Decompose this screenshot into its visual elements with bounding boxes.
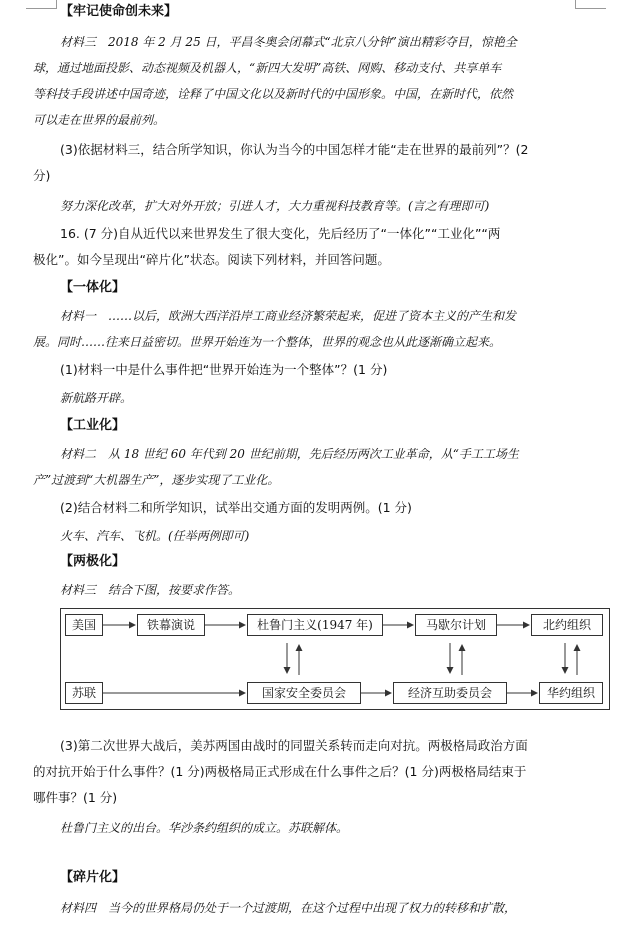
answer-text: 新航路开辟。 xyxy=(60,391,133,405)
question-text: 哪件事？(1 分) xyxy=(33,790,118,805)
page-corner-mark-left xyxy=(26,0,57,9)
material-text: 展。同时……往来日益密切。世界开始连为一个整体，世界的观念也从此逐渐确立起来。 xyxy=(33,335,502,349)
diagram-box-national-security-council: 国家安全委员会 xyxy=(247,682,361,704)
material-text: 材料三 结合下图，按要求作答。 xyxy=(60,583,241,597)
diagram-box-usa: 美国 xyxy=(65,614,103,636)
diagram-box-truman-doctrine: 杜鲁门主义(1947 年) xyxy=(247,614,383,636)
section-heading: 【两极化】 xyxy=(60,554,126,569)
material-text: 等科技手段讲述中国奇迹，诠释了中国文化以及新时代的中国形象。中国，在新时代，依然 xyxy=(33,87,514,101)
answer-text: 努力深化改革，扩大对外开放；引进人才，大力重视科技教育等。(言之有理即可) xyxy=(60,199,490,213)
section-heading: 【牢记使命创未来】 xyxy=(60,4,178,19)
material-text: 球，通过地面投影、动态视频及机器人，“新四大发明”高铁、网购、移动支付、共享单车 xyxy=(33,61,502,75)
diagram-box-warsaw-pact: 华约组织 xyxy=(539,682,603,704)
material-text: 可以走在世界的最前列。 xyxy=(33,113,166,127)
question-text: 分) xyxy=(33,168,51,183)
section-heading: 【碎片化】 xyxy=(60,870,126,885)
diagram-box-nato: 北约组织 xyxy=(531,614,603,636)
diagram-box-iron-curtain: 铁幕演说 xyxy=(137,614,205,636)
answer-text: 火车、汽车、飞机。(任举两例即可) xyxy=(60,529,250,543)
material-text: 产”过渡到“大机器生产”，逐步实现了工业化。 xyxy=(33,473,280,487)
question-text: (3)第二次世界大战后，美苏两国由战时的同盟关系转而走向对抗。两极格局政治方面 xyxy=(60,738,528,753)
question-text: 极化”。如今呈现出“碎片化”状态。阅读下列材料，并回答问题。 xyxy=(33,252,390,267)
section-heading: 【工业化】 xyxy=(60,418,126,433)
question-text: (2)结合材料二和所学知识，试举出交通方面的发明两例。(1 分) xyxy=(60,500,412,515)
cold-war-diagram xyxy=(60,608,610,710)
page-corner-mark-right xyxy=(575,0,606,9)
question-text: 16. (7 分)自从近代以来世界发生了很大变化，先后经历了“一体化”“工业化”“两 xyxy=(60,226,501,241)
section-heading: 【一体化】 xyxy=(60,280,126,295)
question-text: (1)材料一中是什么事件把“世界开始连为一个整体”？(1 分) xyxy=(60,362,388,377)
diagram-box-ussr: 苏联 xyxy=(65,682,103,704)
material-text: 材料三 2018 年 2 月 25 日，平昌冬奥会闭幕式“北京八分钟”演出精彩夺目，惊艳全 xyxy=(60,35,517,49)
material-text: 材料四 当今的世界格局仍处于一个过渡期，在这个过程中出现了权力的转移和扩散， xyxy=(60,901,517,915)
diagram-box-comecon: 经济互助委员会 xyxy=(393,682,507,704)
material-text: 材料二 从 18 世纪 60 年代到 20 世纪前期，先后经历两次工业革命，从“手工工场生 xyxy=(60,447,519,461)
question-text: (3)依据材料三，结合所学知识，你认为当今的中国怎样才能“走在世界的最前列”？(2 xyxy=(60,142,529,157)
material-text: 材料一 ……以后，欧洲大西洋沿岸工商业经济繁荣起来，促进了资本主义的产生和发 xyxy=(60,309,517,323)
diagram-box-marshall-plan: 马歇尔计划 xyxy=(415,614,497,636)
question-text: 的对抗开始于什么事件？(1 分)两极格局正式形成在什么事件之后？(1 分)两极格局结束于 xyxy=(33,764,527,779)
answer-text: 杜鲁门主义的出台。华沙条约组织的成立。苏联解体。 xyxy=(60,821,349,835)
